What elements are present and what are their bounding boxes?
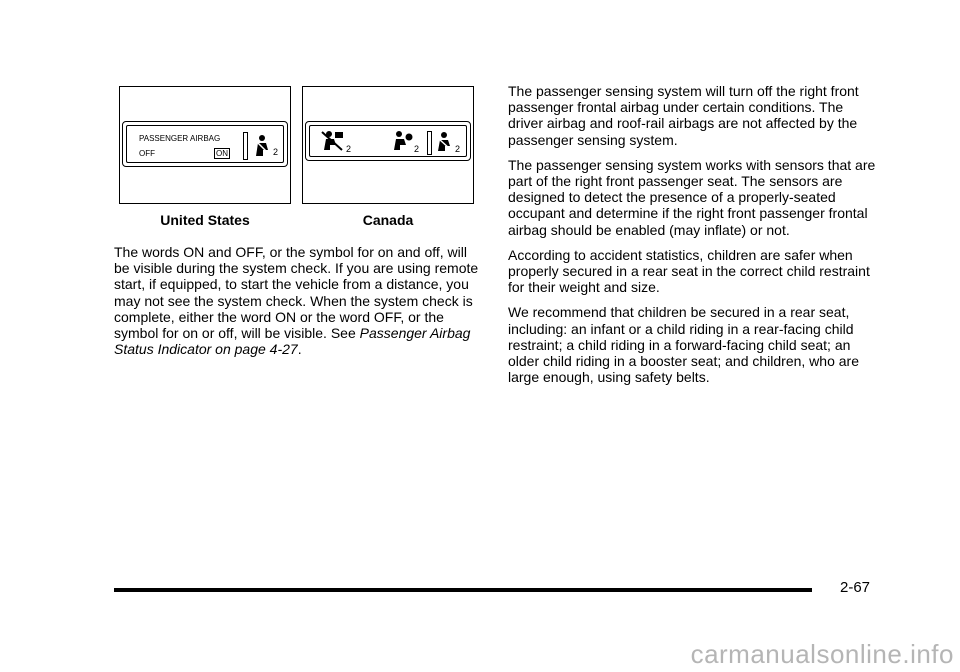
divider-bar (243, 132, 248, 160)
off-label: OFF (139, 149, 155, 158)
paragraph: We recommend that children be secured in a rear seat, including: an infant or a child riding in a rear-facing child restraint; a child riding in a forward-facing child seat; an older child riding in a booster seat; and children, who are large enough, using safety belts. (508, 304, 859, 386)
system-check-paragraph (114, 244, 486, 357)
on-label: ON (216, 149, 228, 158)
passenger-seatbelt-icon (436, 131, 454, 153)
canada-indicator-panel (305, 121, 471, 161)
see-prefix: See (330, 325, 360, 342)
right-column (508, 83, 880, 394)
divider-bar (427, 131, 432, 155)
airbag-off-icon (320, 130, 344, 152)
paragraph: According to accident statistics, children are safer when properly secured in a rear seat in the correct child restraint for their weight and size. (508, 246, 870, 296)
paragraph: The passenger sensing system will turn off the right front passenger frontal airbag under certain conditions. The driver airbag and roof-rail airbags are not affected by the passenger sensing system. (508, 83, 859, 148)
seat-number-3: 2 (455, 144, 461, 154)
passenger-seatbelt-icon (253, 134, 273, 158)
page-number: 2-67 (840, 579, 871, 596)
us-caption: United States (160, 212, 250, 228)
left-column (114, 244, 486, 357)
system-check-text: The words ON and OFF, or the symbol for on and off, will be visible during the system check. If you are using remote start, if equipped, to start the vehicle from a distance, you may not see the system check. When the system check is complete, either the word ON or the word OFF, or the symbol for on or off, will be visible. (114, 244, 479, 342)
canada-caption: Canada (362, 212, 414, 228)
us-indicator-panel (122, 121, 288, 167)
see-suffix: . (297, 341, 302, 358)
passenger-airbag-label: PASSENGER AIRBAG (139, 134, 221, 143)
footer-rule (114, 588, 812, 592)
seat-number-2: 2 (414, 144, 420, 154)
paragraph: The passenger sensing system works with sensors that are part of the right front passenger seat. The sensors are designed to detect the presence of a properly-seated occupant and determine if the right front passenger frontal airbag should be enabled (may inflate) or not. (508, 156, 876, 238)
seat-number-1: 2 (346, 144, 352, 154)
airbag-on-icon (390, 130, 414, 152)
seat-number: 2 (273, 147, 279, 157)
us-indicator-figure (119, 86, 291, 204)
canada-indicator-figure (302, 86, 474, 204)
cross-reference-link[interactable]: Passenger Airbag Status Indicator on page 4-27 (114, 325, 471, 358)
watermark: carmanualsonline.info (690, 639, 954, 669)
